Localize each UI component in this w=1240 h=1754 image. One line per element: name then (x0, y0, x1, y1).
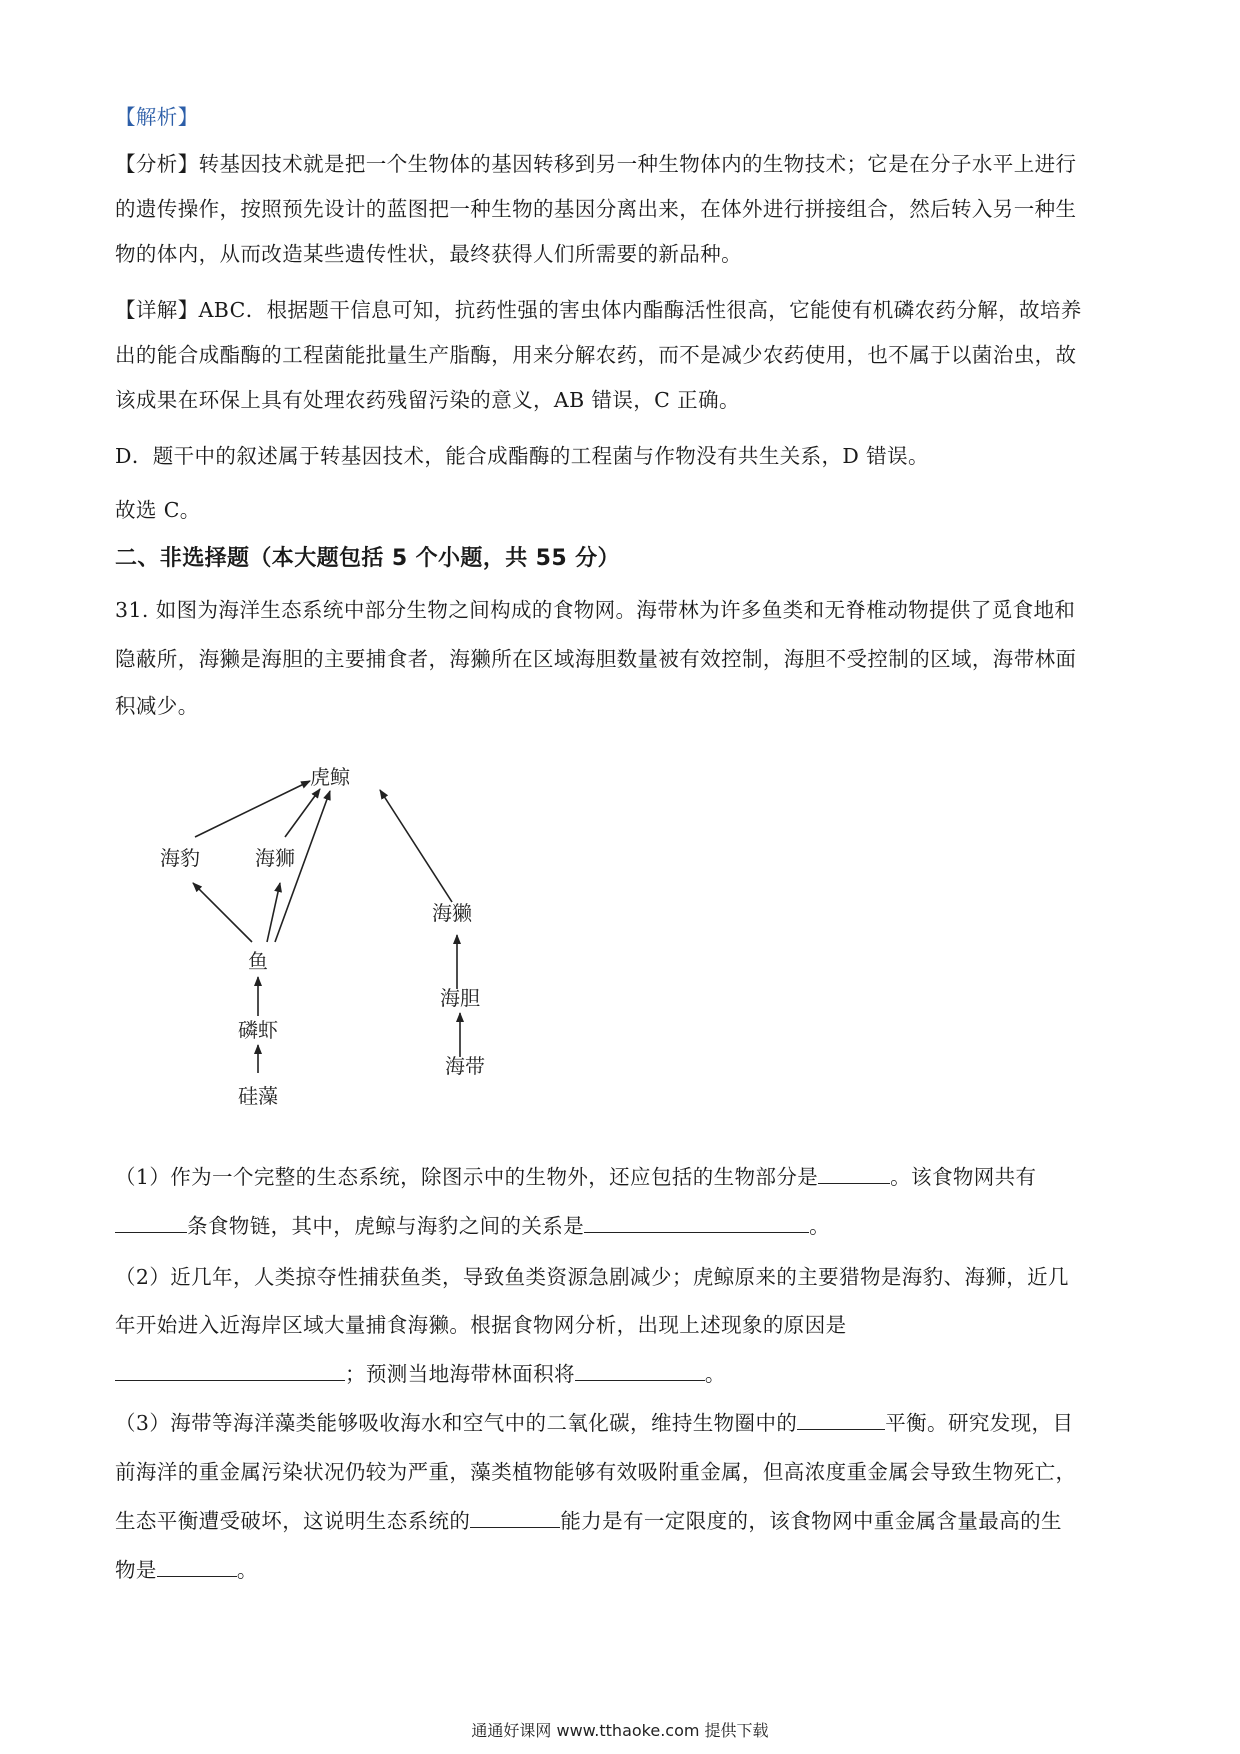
detail-line-1: 【详解】ABC．根据题干信息可知，抗药性强的害虫体内酯酶活性很高，它能使有机磷农药分解，故培养 (115, 298, 1082, 322)
q3-text-f: 。 (236, 1558, 258, 1582)
arrow-sealion-to-killer-whale (285, 789, 320, 837)
q3-text-b: 平衡。研究发现，目 (885, 1411, 1074, 1435)
q1-text-a: （1）作为一个完整的生态系统，除图示中的生物外，还应包括的生物部分是 (115, 1165, 819, 1189)
q2-line-2: 年开始进入近海岸区域大量捕食海獭。根据食物网分析，出现上述现象的原因是 (115, 1313, 847, 1337)
node-kelp: 海带 (445, 1054, 485, 1078)
q3-blank-regulation[interactable] (470, 1507, 560, 1528)
question-line-2: 隐蔽所，海獭是海胆的主要捕食者，海獭所在区域海胆数量被有效控制，海胆不受控制的区域，海带林面 (115, 647, 1077, 671)
arrow-seal-to-killer-whale (195, 781, 310, 837)
node-killer-whale: 虎鲸 (310, 765, 350, 789)
q3-text-c: 生态平衡遭受破坏，这说明生态系统的 (115, 1509, 471, 1533)
node-sea-lion: 海狮 (255, 846, 295, 870)
analysis-line-1: 【分析】转基因技术就是把一个生物体的基因转移到另一种生物体内的生物技术；它是在分子水平上进行 (115, 152, 1077, 176)
q2-text-c: ；预测当地海带林面积将 (345, 1362, 575, 1386)
food-web-diagram (140, 755, 560, 1125)
q2-blank-prediction[interactable] (575, 1360, 705, 1381)
q1-blank-chain-count[interactable] (115, 1212, 187, 1233)
q3-text-e: 物是 (115, 1558, 157, 1582)
node-fish: 鱼 (248, 949, 268, 973)
q1-blank-biotic-part[interactable] (818, 1163, 890, 1184)
q3-line-3 (115, 1507, 1062, 1535)
q3-line-1 (115, 1409, 1073, 1437)
q2-line-1: （2）近几年，人类掠夺性捕获鱼类，导致鱼类资源急剧减少；虎鲸原来的主要猎物是海豹、海狮，近几 (115, 1265, 1069, 1289)
q3-blank-carbon-oxygen[interactable] (797, 1409, 885, 1430)
answer-choice: 故选 C。 (115, 498, 201, 522)
arrow-fish-to-seal (193, 883, 252, 942)
detail-line-2: 出的能合成酯酶的工程菌能批量生产脂酶，用来分解农药，而不是减少农药使用，也不属于以菌治虫，故 (115, 343, 1077, 367)
q2-blank-reason[interactable] (115, 1360, 345, 1381)
q1-text-d: 。 (809, 1214, 831, 1238)
q3-line-2: 前海洋的重金属污染状况仍较为严重，藻类植物能够有效吸附重金属，但高浓度重金属会导致生物死亡， (115, 1460, 1077, 1484)
q3-text-d: 能力是有一定限度的，该食物网中重金属含量最高的生 (560, 1509, 1062, 1533)
arrow-otter-to-killer-whale (380, 790, 452, 902)
analysis-line-3: 物的体内，从而改造某些遗传性状，最终获得人们所需要的新品种。 (115, 242, 742, 266)
analysis-line-2: 的遗传操作，按照预先设计的蓝图把一种生物的基因分离出来，在体外进行拼接组合，然后转入另一种生 (115, 197, 1077, 221)
page-footer: 通通好课网 www.tthaoke.com 提供下载 (471, 1721, 769, 1740)
section-title: 二、非选择题（本大题包括 5 个小题，共 55 分） (115, 546, 620, 571)
q3-line-4 (115, 1556, 258, 1584)
q3-text-a: （3）海带等海洋藻类能够吸收海水和空气中的二氧化碳，维持生物圈中的 (115, 1411, 798, 1435)
question-line-3: 积减少。 (115, 694, 199, 718)
q1-text-b: 。该食物网共有 (890, 1165, 1037, 1189)
q1-text-c: 条食物链，其中，虎鲸与海豹之间的关系是 (187, 1214, 585, 1238)
q2-text-d: 。 (704, 1362, 726, 1386)
q3-blank-organism[interactable] (157, 1556, 237, 1577)
q2-line-3 (115, 1360, 726, 1388)
detail-line-3: 该成果在环保上具有处理农药残留污染的意义，AB 错误，C 正确。 (115, 388, 740, 412)
node-sea-otter: 海獭 (432, 901, 472, 925)
question-line-1: 31. 如图为海洋生态系统中部分生物之间构成的食物网。海带林为许多鱼类和无脊椎动物提供了觅食地和 (115, 598, 1076, 622)
q1-line-2 (115, 1212, 830, 1240)
node-diatom: 硅藻 (238, 1084, 278, 1108)
node-seal: 海豹 (160, 846, 200, 870)
q1-line-1 (115, 1163, 1036, 1191)
analysis-heading: 【解析】 (115, 105, 199, 129)
node-sea-urchin: 海胆 (440, 986, 480, 1010)
detail-line-4: D．题干中的叙述属于转基因技术，能合成酯酶的工程菌与作物没有共生关系，D 错误。 (115, 444, 929, 468)
node-krill: 磷虾 (238, 1018, 278, 1042)
q1-blank-relationship[interactable] (584, 1212, 809, 1233)
